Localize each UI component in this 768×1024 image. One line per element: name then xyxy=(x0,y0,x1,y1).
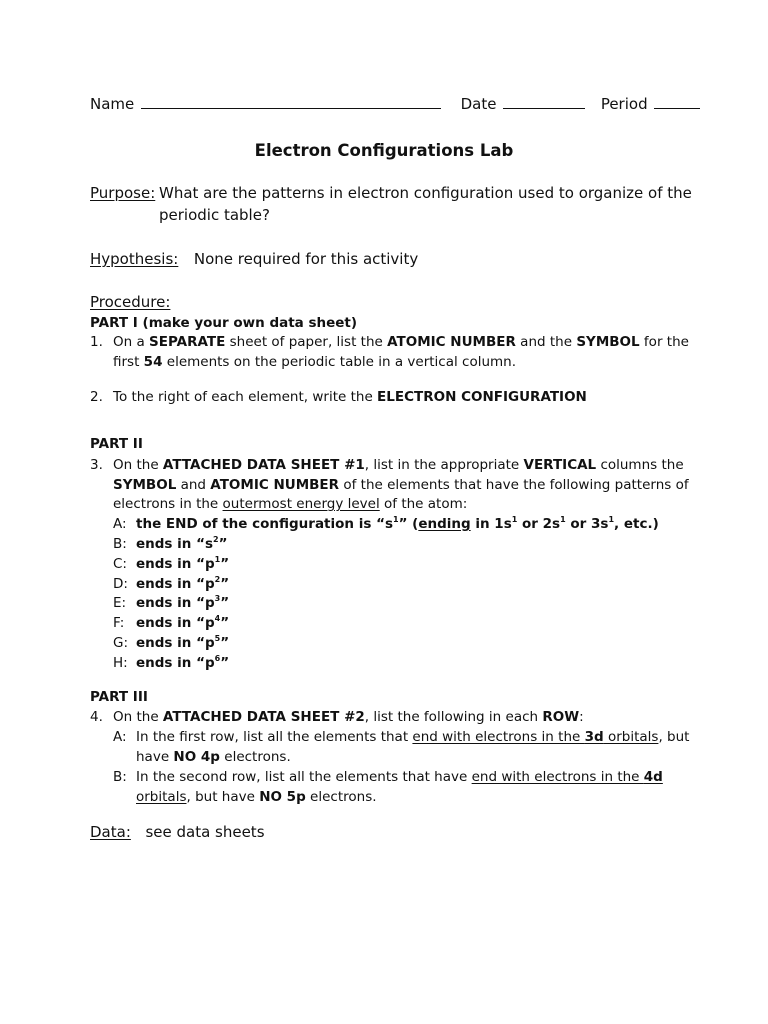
item-h-sup: 6 xyxy=(214,654,221,663)
part-3-a-underlined: orbitals xyxy=(603,729,659,745)
item-a-part: ” ( xyxy=(398,516,419,532)
step-1-line-2 xyxy=(113,354,516,370)
step-3-text: On the xyxy=(113,457,163,473)
step-3-line-1 xyxy=(113,457,684,473)
step-3-text: of the elements that have the following patterns of xyxy=(339,477,689,493)
header-row xyxy=(90,94,700,113)
step-4-bold: ATTACHED DATA SHEET #2 xyxy=(162,709,365,725)
step-3-text: columns the xyxy=(596,457,684,473)
item-e-text xyxy=(136,595,229,611)
item-h-letter: H: xyxy=(113,655,128,671)
item-b-sup: 2 xyxy=(213,535,219,544)
item-a-part: in 1s xyxy=(470,516,512,532)
step-2-line xyxy=(113,389,587,405)
step-1-text: first xyxy=(113,354,144,370)
step-4-text: On the xyxy=(113,709,163,725)
item-a-part: the END of the configuration is “s xyxy=(136,516,393,532)
step-4-number: 4. xyxy=(90,709,103,725)
step-3-bold: SYMBOL xyxy=(113,477,177,493)
item-g-letter: G: xyxy=(113,635,129,651)
item-e-letter: E: xyxy=(113,595,127,611)
part-3-a-text: , but xyxy=(658,729,690,745)
data-row xyxy=(90,823,265,841)
part-3-item-b-line-1 xyxy=(136,769,663,785)
part-3-b-underlined: orbitals xyxy=(136,789,187,805)
step-2-bold: ELECTRON CONFIGURATION xyxy=(377,389,587,405)
item-c-part: ” xyxy=(220,556,230,572)
item-f-letter: F: xyxy=(113,615,125,631)
hypothesis-text: None required for this activity xyxy=(193,250,419,268)
item-h-part: ” xyxy=(220,655,230,671)
step-3-text: of the atom: xyxy=(379,496,468,512)
name-blank xyxy=(141,94,441,109)
item-c-part: ends in “p xyxy=(136,556,215,572)
item-d-text xyxy=(136,576,229,592)
part-3-heading: PART III xyxy=(90,689,148,705)
item-h-text xyxy=(136,655,229,671)
item-g-sup: 5 xyxy=(214,634,221,643)
step-1-bold: SYMBOL xyxy=(576,334,640,350)
part-3-a-bold: NO 4p xyxy=(173,749,220,765)
item-d-part: ” xyxy=(220,576,230,592)
item-a-sup: 1 xyxy=(608,515,615,524)
step-2-text: To the right of each element, write the xyxy=(113,389,378,405)
item-c-sup: 1 xyxy=(214,555,221,564)
part-3-item-b-line-2 xyxy=(136,789,377,805)
step-4-bold: ROW xyxy=(542,709,580,725)
item-a-underlined: ending xyxy=(418,516,471,532)
part-3-b-underlined: end with electrons in the xyxy=(471,769,644,785)
step-3-line-3 xyxy=(113,496,467,512)
item-b-part: ” xyxy=(218,536,228,552)
step-3-text: electrons in the xyxy=(113,496,223,512)
item-f-part: ends in “p xyxy=(136,615,215,631)
step-1-bold: SEPARATE xyxy=(149,334,226,350)
item-f-sup: 4 xyxy=(214,614,221,623)
page-title: Electron Configurations Lab xyxy=(254,141,514,160)
purpose-line-2: periodic table? xyxy=(159,206,270,224)
item-a-sup: 1 xyxy=(393,515,399,524)
item-g-part: ” xyxy=(220,635,230,651)
part-1-heading: PART I (make your own data sheet) xyxy=(90,315,358,331)
step-1-text: elements on the periodic table in a vertical column. xyxy=(162,354,517,370)
part-2-heading: PART II xyxy=(90,436,143,452)
date-label: Date xyxy=(460,95,497,113)
step-4-text: , list the following in each xyxy=(364,709,543,725)
step-1-text: sheet of paper, list the xyxy=(225,334,388,350)
part-3-b-text: In the second row, list all the elements that have xyxy=(136,769,472,785)
part-3-item-a-letter: A: xyxy=(113,729,127,745)
data-label: Data: xyxy=(90,823,131,841)
part-3-a-text: have xyxy=(136,749,174,765)
step-1-text: and the xyxy=(515,334,577,350)
purpose-label: Purpose: xyxy=(90,184,156,202)
name-label: Name xyxy=(90,95,135,113)
item-d-letter: D: xyxy=(113,576,128,592)
step-1-bold: 54 xyxy=(143,354,163,370)
part-3-b-text: , but have xyxy=(186,789,260,805)
procedure-label: Procedure: xyxy=(90,293,171,311)
item-b-text xyxy=(136,536,227,552)
item-a-sup: 1 xyxy=(560,515,566,524)
step-3-line-2 xyxy=(113,477,689,493)
item-b-letter: B: xyxy=(113,536,127,552)
item-a-part: or 2s xyxy=(517,516,561,532)
step-3-text: , list in the appropriate xyxy=(364,457,524,473)
part-3-item-b-letter: B: xyxy=(113,769,127,785)
item-g-text xyxy=(136,635,229,651)
item-e-part: ” xyxy=(220,595,230,611)
step-1-number: 1. xyxy=(90,334,103,350)
item-d-sup: 2 xyxy=(214,575,221,584)
item-h-part: ends in “p xyxy=(136,655,215,671)
item-f-part: ” xyxy=(220,615,230,631)
step-1-text: On a xyxy=(113,334,150,350)
part-3-b-text: electrons. xyxy=(305,789,377,805)
part-3-a-text: electrons. xyxy=(219,749,291,765)
step-3-underlined: outermost energy level xyxy=(222,496,380,512)
data-text: see data sheets xyxy=(145,823,265,841)
item-c-letter: C: xyxy=(113,556,127,572)
step-4-text: : xyxy=(579,709,584,725)
part-3-a-text: In the first row, list all the elements that xyxy=(136,729,413,745)
part-3-a-underlined: end with electrons in the xyxy=(412,729,585,745)
item-g-part: ends in “p xyxy=(136,635,215,651)
item-b-part: ends in “s xyxy=(136,536,214,552)
period-label: Period xyxy=(600,95,648,113)
step-3-bold: ATTACHED DATA SHEET #1 xyxy=(162,457,365,473)
part-3-b-bold: NO 5p xyxy=(259,789,306,805)
hypothesis-label: Hypothesis: xyxy=(90,250,179,268)
step-1-text: for the xyxy=(639,334,689,350)
step-2-number: 2. xyxy=(90,389,103,405)
part-3-b-underlined-bold: 4d xyxy=(643,769,663,785)
item-c-text xyxy=(136,556,229,572)
step-3-bold: ATOMIC NUMBER xyxy=(210,477,340,493)
item-a-sup: 1 xyxy=(511,515,518,524)
step-4-line xyxy=(113,709,584,725)
item-d-part: ends in “p xyxy=(136,576,215,592)
part-3-a-underlined-bold: 3d xyxy=(584,729,604,745)
item-a-part: or 3s xyxy=(565,516,609,532)
item-a-part: , etc.) xyxy=(614,516,659,532)
item-e-sup: 3 xyxy=(214,594,221,603)
date-blank xyxy=(503,94,585,109)
item-f-text xyxy=(136,615,229,631)
step-3-number: 3. xyxy=(90,457,103,473)
step-3-text: and xyxy=(176,477,211,493)
step-1-line-1 xyxy=(113,334,689,350)
period-blank xyxy=(654,94,700,109)
item-a-text xyxy=(136,516,659,532)
part-3-item-a-line-1 xyxy=(136,729,689,745)
item-e-part: ends in “p xyxy=(136,595,215,611)
purpose-line-1: What are the patterns in electron configuration used to organize of the xyxy=(159,184,692,202)
step-1-bold: ATOMIC NUMBER xyxy=(387,334,516,350)
step-3-bold: VERTICAL xyxy=(523,457,597,473)
part-3-item-a-line-2 xyxy=(136,749,291,765)
item-a-letter: A: xyxy=(113,516,127,532)
hypothesis-row xyxy=(90,250,418,268)
